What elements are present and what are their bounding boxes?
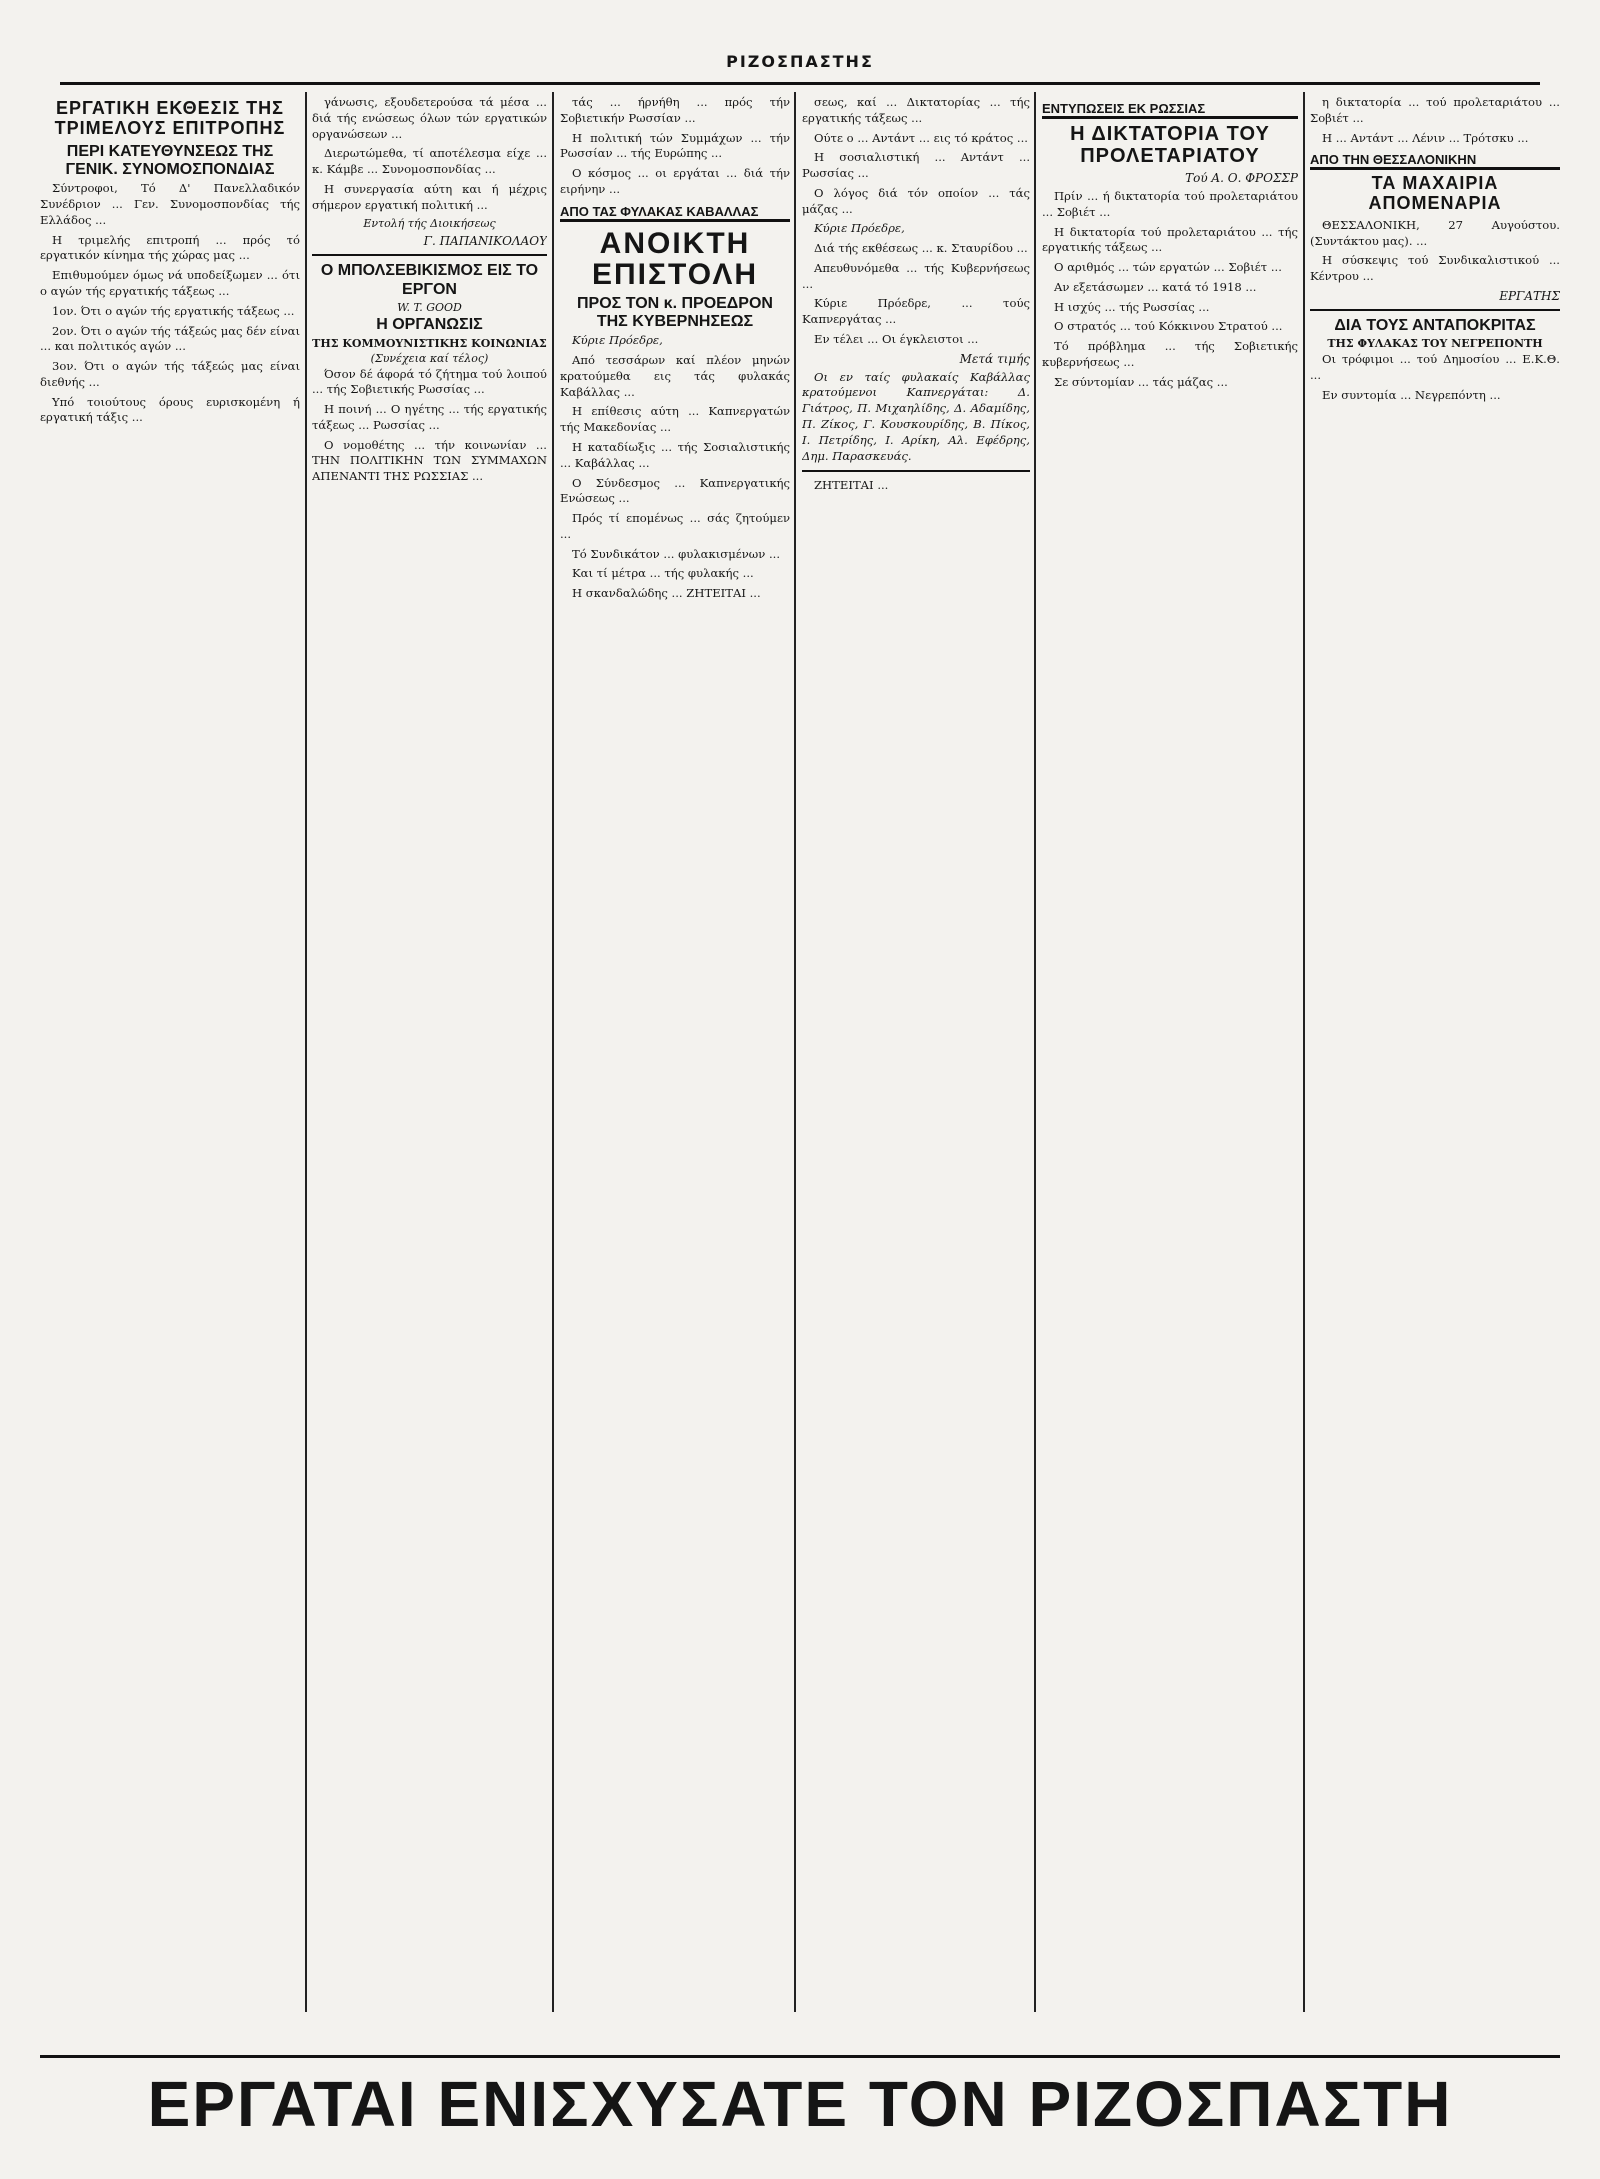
masthead xyxy=(60,52,1540,85)
letter-paragraph: Τό Συνδικάτον ... φυλακισμένων ... xyxy=(572,546,781,561)
wanted-notice: ΖΗΤΕΙΤΑΙ ... xyxy=(814,478,889,493)
letter-paragraph: Διά τής εκθέσεως ... κ. Σταυρίδου ... xyxy=(814,241,1028,256)
bottom-banner xyxy=(40,2055,1560,2150)
article-paragraph: ΘΕΣΣΑΛΟΝΙΚΗ, 27 Αυγούστου. (Συντάκτου μας). ... xyxy=(1310,217,1560,248)
column-5 xyxy=(1042,95,1298,2045)
letter-title: ΑΝΟΙΚΤΗ ΕΠΙΣΤΟΛΗ xyxy=(592,226,758,292)
article-paragraph: Η σύσκεψις τού Συνδικαλιστικού ... Κέντρου ... xyxy=(1310,253,1560,284)
column-rule xyxy=(1303,92,1305,2012)
column-6 xyxy=(1310,95,1560,2045)
article-paragraph: Η δικτατορία τού προλεταριάτου ... τής εργατικής τάξεως ... xyxy=(1042,224,1298,255)
section-divider xyxy=(312,254,547,256)
article-paragraph: Ο λόγος διά τόν οποίον ... τάς μάζας ... xyxy=(802,185,1030,216)
article-subtitle: ΤΗΣ ΦΥΛΑΚΑΣ ΤΟΥ ΝΕΓΡΕΠΟΝΤΗ xyxy=(1327,337,1543,351)
article-author: Τού Α. Ο. ΦΡΟΣΣΡ xyxy=(1185,171,1298,185)
article-title: Η ΔΙΚΤΑΤΟΡΙΑ ΤΟΥ ΠΡΟΛΕΤΑΡΙΑΤΟΥ xyxy=(1070,123,1270,167)
article-1-paragraph: Η τριμελής επιτροπή ... πρός τό εργατικόν κίνημα τής χώρας μας ... xyxy=(40,232,300,263)
letter-closing: Μετά τιμής xyxy=(959,351,1030,366)
article-paragraph: η δικτατορία ... τού προλεταριάτου ... Σοβιέτ ... xyxy=(1310,95,1560,125)
banner-text: ΕΡΓΑΤΑΙ ΕΝΙΣΧΥΣΑΤΕ ΤΟΝ ΡΙΖΟΣΠΑΣΤΗ xyxy=(147,2068,1453,2140)
letter-paragraph: Από τεσσάρων καί πλέον μηνών κρατούμεθα εις τάς φυλακάς Καβάλλας ... xyxy=(560,353,790,399)
article-1-note: Εντολή τής Διοικήσεως xyxy=(363,217,496,231)
section-divider xyxy=(1310,309,1560,311)
column-rule xyxy=(552,92,554,2012)
column-1 xyxy=(40,95,300,2045)
article-paragraph: Αν εξετάσωμεν ... κατά τό 1918 ... xyxy=(1054,279,1257,294)
column-rule xyxy=(1034,92,1036,2012)
article-1-paragraph: Επιθυμούμεν όμως νά υποδείξωμεν ... ότι ο αγών τής εργατικής τάξεως ... xyxy=(40,268,300,298)
section-divider xyxy=(802,470,1030,472)
column-3 xyxy=(560,95,790,2045)
letter-paragraph: Ο Σύνδεσμος ... Καπνεργατικής Ενώσεως ... xyxy=(560,475,790,506)
article-paragraph: Ο στρατός ... τού Κόκκινου Στρατού ... xyxy=(1054,319,1283,334)
article-paragraph: τάς ... ήρνήθη ... πρός τήν Σοβιετικήν Ρωσσίαν ... xyxy=(560,95,790,125)
article-paragraph: Σε σύντομίαν ... τάς μάζας ... xyxy=(1054,374,1228,389)
letter-paragraph: Εν τέλει ... Οι έγκλειστοι ... xyxy=(814,331,979,346)
serial-paragraph: Η ποινή ... Ο ηγέτης ... τής εργατικής τάξεως ... Ρωσσίας ... xyxy=(312,402,547,432)
article-paragraph: Ο αριθμός ... τών εργατών ... Σοβιέτ ... xyxy=(1054,260,1282,275)
article-paragraph: Η ... Αντάντ ... Λένιν ... Τρότσκυ ... xyxy=(1322,130,1529,145)
article-signature: ΕΡΓΑΤΗΣ xyxy=(1499,288,1560,303)
serial-subtitle: Η ΟΡΓΑΝΩΣΙΣ xyxy=(376,316,483,334)
column-4 xyxy=(802,95,1030,2045)
article-paragraph: Πρίν ... ή δικτατορία τού προλεταριάτου ... Σοβιέτ ... xyxy=(1042,189,1298,219)
article-title: ΤΑ ΜΑΧΑΙΡΙΑ ΑΠΟΜΕΝΑΡΙΑ xyxy=(1368,173,1502,214)
article-1-paragraph: 3ον. Ότι ο αγών τής τάξεώς μας είναι διεθνής ... xyxy=(40,359,300,389)
serial-subtitle-2: ΤΗΣ ΚΟΜΜΟΥΝΙΣΤΙΚΗΣ ΚΟΙΝΩΝΙΑΣ xyxy=(312,336,547,350)
article-paragraph: Η πολιτική τών Συμμάχων ... τήν Ρωσσίαν ... τής Ευρώπης ... xyxy=(560,130,790,161)
article-kicker: ΕΝΤΥΠΩΣΕΙΣ ΕΚ ΡΩΣΣΙΑΣ xyxy=(1042,101,1298,119)
letter-salutation: Κύριε Πρόεδρε, xyxy=(814,221,905,236)
article-1-title: ΕΡΓΑΤΙΚΗ ΕΚΘΕΣΙΣ ΤΗΣ ΤΡΙΜΕΛΟΥΣ ΕΠΙΤΡΟΠΗΣ xyxy=(54,98,286,138)
article-1-paragraph: 1ον. Ότι ο αγών τής εργατικής τάξεως ... xyxy=(52,303,295,318)
letter-paragraph: Η επίθεσις αύτη ... Καπνεργατών τής Μακεδονίας ... xyxy=(560,404,790,435)
article-paragraph: Εν συντομία ... Νεγρεπόντη ... xyxy=(1322,387,1501,402)
serial-paragraph: Ο νομοθέτης ... τήν κοινωνίαν ... ΤΗΝ ΠΟΛΙΤΙΚΗΝ ΤΩΝ ΣΥΜΜΑΧΩΝ ΑΠΕΝΑΝΤΙ ΤΗΣ ΡΩΣΣΙΑΣ ... xyxy=(312,437,547,484)
article-1-paragraph: γάνωσις, εξουδετερούσα τά μέσα ... διά τής ενώσεως όλων τών εργατικών οργανώσεων ... xyxy=(312,95,547,141)
letter-paragraph: Η καταδίωξις ... τής Σοσιαλιστικής ... Καβάλλας ... xyxy=(560,439,790,470)
article-1-signature: Γ. ΠΑΠΑΝΙΚΟΛΑΟΥ xyxy=(423,234,547,249)
article-paragraph: Οι τρόφιμοι ... τού Δημοσίου ... Ε.Κ.Θ. ... xyxy=(1310,352,1560,383)
letter-kicker: ΑΠΟ ΤΑΣ ΦΥΛΑΚΑΣ ΚΑΒΑΛΛΑΣ xyxy=(560,204,790,222)
letter-paragraph: Πρός τί επομένως ... σάς ζητούμεν ... xyxy=(560,511,790,541)
article-1-paragraph: Διερωτώμεθα, τί αποτέλεσμα είχε ... κ. Κάμβε ... Συνομοσπονδίας ... xyxy=(312,146,547,177)
letter-subtitle: ΠΡΟΣ ΤΟΝ κ. ΠΡΟΕΔΡΟΝ ΤΗΣ ΚΥΒΕΡΝΗΣΕΩΣ xyxy=(577,294,773,330)
serial-title: Ο ΜΠΟΛΣΕΒΙΚΙΣΜΟΣ ΕΙΣ ΤΟ ΕΡΓΟΝ xyxy=(320,262,539,298)
column-rule xyxy=(794,92,796,2012)
article-1-paragraph: Υπό τοιούτους όρους ευρισκομένη ή εργατική τάξις ... xyxy=(40,394,300,425)
article-1-paragraph: Η συνεργασία αύτη και ή μέχρις σήμερον εργατική πολιτική ... xyxy=(312,181,547,212)
letter-paragraph: Απευθυνόμεθα ... τής Κυβερνήσεως ... xyxy=(802,260,1030,291)
letter-salutation: Κύριε Πρόεδρε, xyxy=(572,333,663,348)
letter-paragraph: Κύριε Πρόεδρε, ... τούς Καπνεργάτας ... xyxy=(802,296,1030,327)
letter-signers: Οι εν ταίς φυλακαίς Καβάλλας κρατούμενοι Καπνεργάται: Δ. Γιάτρος, Π. Μιχαηλίδης, Δ. Αδαμίδης, Π. Ζίκος, Γ. Κουσκουρίδης, Β. Πίκος, Ι. Πετρίδης, Ι. Αρίκη, Αλ. Εφέδρης, Δημ. Παρασκευάς. xyxy=(802,369,1030,463)
article-1-paragraph: Σύντροφοι, Τό Δ' Πανελλαδικόν Συνέδριον ... Γεν. Συνομοσπονδίας τής Ελλάδος ... xyxy=(40,181,300,227)
article-kicker: ΑΠΟ ΤΗΝ ΘΕΣΣΑΛΟΝΙΚΗΝ xyxy=(1310,152,1560,170)
column-2 xyxy=(312,95,547,2045)
serial-paragraph: Όσον δέ άφορά τό ζήτημα τού λοιπού ... τής Σοβιετικής Ρωσσίας ... xyxy=(312,366,547,397)
article-paragraph: Τό πρόβλημα ... τής Σοβιετικής κυβερνήσεως ... xyxy=(1042,339,1298,369)
article-title: ΔΙΑ ΤΟΥΣ ΑΝΤΑΠΟΚΡΙΤΑΣ xyxy=(1334,316,1536,334)
article-paragraph: Η σοσιαλιστική ... Αντάντ ... Ρωσσίας ... xyxy=(802,150,1030,181)
serial-author: W. T. GOOD xyxy=(397,301,462,315)
letter-paragraph: Και τί μέτρα ... τής φυλακής ... xyxy=(572,566,754,581)
article-1-subtitle: ΠΕΡΙ ΚΑΤΕΥΘΥΝΣΕΩΣ ΤΗΣ ΓΕΝΙΚ. ΣΥΝΟΜΟΣΠΟΝΔΙΑΣ xyxy=(65,142,275,178)
article-1-paragraph: 2ον. Ότι ο αγών τής τάξεώς μας δέν είναι ... και πολιτικός αγών ... xyxy=(40,323,300,354)
article-paragraph: Ούτε ο ... Αντάντ ... εις τό κράτος ... xyxy=(814,130,1028,145)
article-paragraph: Ο κόσμος ... οι εργάται ... διά τήν ειρήνην ... xyxy=(560,166,790,196)
serial-continuation: (Συνέχεια καί τέλος) xyxy=(370,351,489,365)
letter-paragraph: Η σκανδαλώδης ... ΖΗΤΕΙΤΑΙ ... xyxy=(572,586,761,601)
article-paragraph: σεως, καί ... Δικτατορίας ... τής εργατικής τάξεως ... xyxy=(802,95,1030,125)
column-rule xyxy=(305,92,307,2012)
article-paragraph: Η ισχύς ... τής Ρωσσίας ... xyxy=(1054,299,1210,314)
masthead-title: ΡΙΖΟΣΠΑΣΤΗΣ xyxy=(726,52,874,71)
